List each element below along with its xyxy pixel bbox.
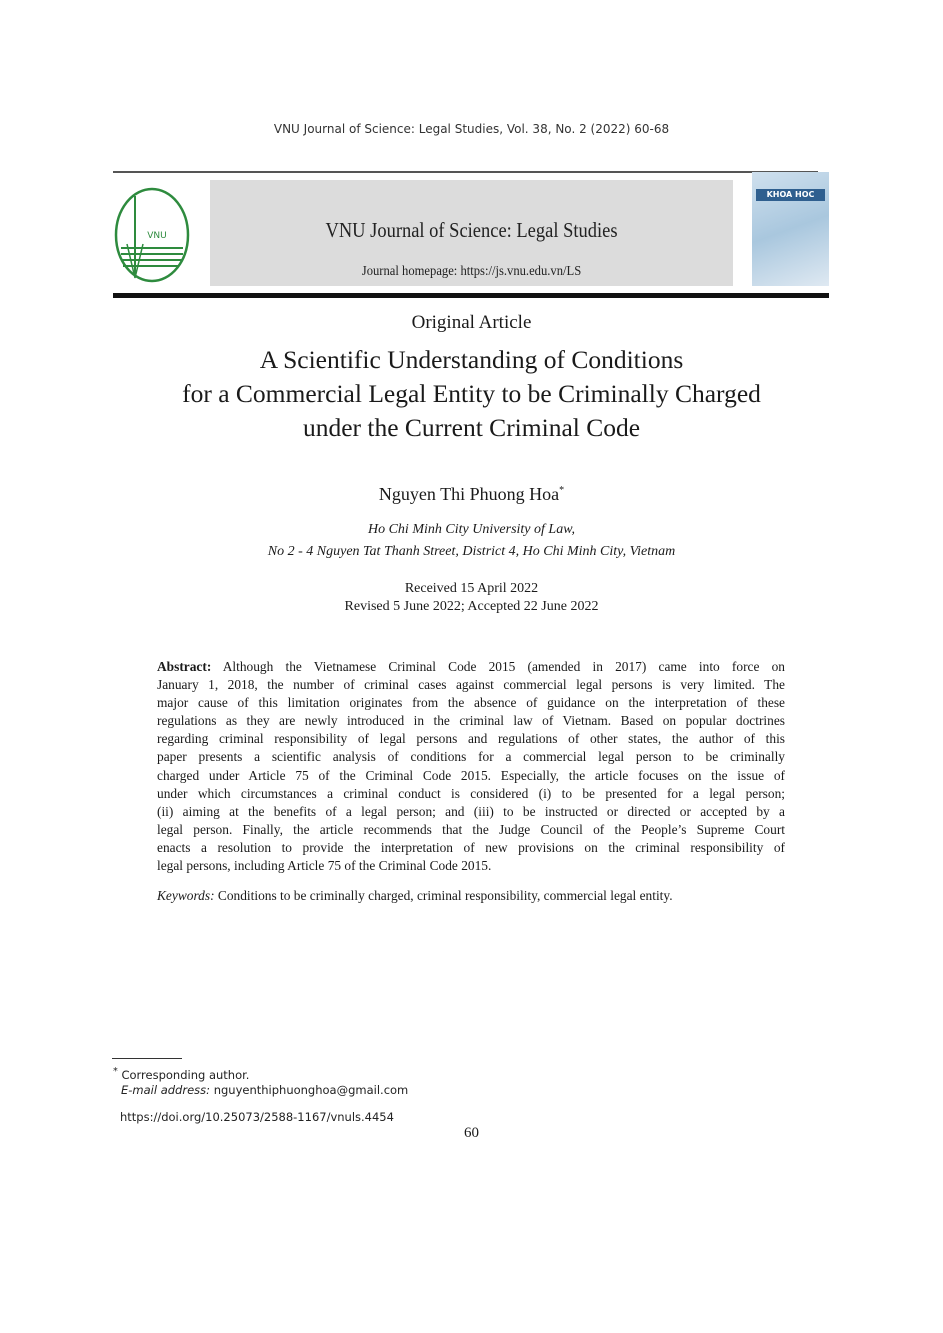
journal-cover-image [752, 172, 829, 286]
footnote-rule [112, 1058, 182, 1059]
abstract-line: regarding criminal responsibility of legal persons and regulations of other states, the author of this [157, 731, 785, 747]
author-mark: * [559, 485, 565, 496]
abstract-label: Abstract: [157, 659, 212, 674]
footnote-email [121, 1083, 408, 1097]
abstract-line: legal persons, including Article 75 of the Criminal Code 2015. [157, 858, 492, 874]
abstract [157, 658, 785, 875]
keywords [157, 888, 673, 904]
author-name: Nguyen Thi Phuong Hoa [378, 484, 560, 504]
keywords-text: Conditions to be criminally charged, criminal responsibility, commercial legal entity. [217, 888, 673, 903]
doi-link[interactable]: https://doi.org/10.25073/2588-1167/vnuls.4454 [120, 1110, 394, 1124]
abstract-line: (ii) aiming at the benefits of a legal person; and (iii) to be instructed or directed or accepted by a [157, 803, 785, 819]
revised-accepted-date: Revised 5 June 2022; Accepted 22 June 2022 [344, 599, 599, 614]
journal-name: VNU Journal of Science: Legal Studies [325, 218, 618, 242]
abstract-line: under which circumstances a criminal conduct is considered (i) to be presented for a legal person; [157, 785, 785, 801]
affiliation-line: No 2 - 4 Nguyen Tat Thanh Street, District 4, Ho Chi Minh City, Vietnam [267, 544, 676, 559]
footnote-corresponding: * Corresponding author. [113, 1066, 250, 1082]
keywords-label: Keywords: [157, 888, 215, 903]
header-thick-rule [113, 293, 829, 298]
abstract-line: legal person. Finally, the article recommends that the Judge Council of the People’s Supreme Court [157, 821, 785, 837]
title-line: for a Commercial Legal Entity to be Criminally Charged [182, 379, 761, 408]
affiliation-line: Ho Chi Minh City University of Law, [367, 522, 575, 537]
cover-title: KHOA HOC [756, 189, 825, 201]
abstract-line: charged under Article 75 of the Criminal Code 2015. Especially, the article focuses on the issue of [157, 767, 785, 783]
article-title [0, 343, 943, 445]
abstract-line: major cause of this limitation originates from the absence of guidance on the interpretation of these [157, 695, 785, 711]
abstract-line: enacts a resolution to provide the interpretation of new provisions on the criminal responsibility of [157, 839, 785, 855]
author [0, 484, 943, 505]
abstract-line: January 1, 2018, the number of criminal cases against commercial legal persons is very limited. The [157, 677, 785, 693]
vnu-logo-icon [113, 186, 191, 284]
received-date: Received 15 April 2022 [404, 581, 539, 596]
page-number: 60 [464, 1125, 479, 1141]
running-header: VNU Journal of Science: Legal Studies, Vol. 38, No. 2 (2022) 60-68 [273, 122, 670, 136]
abstract-line: paper presents a scientific analysis of conditions for a commercial legal person to be criminally [157, 749, 785, 765]
title-line: under the Current Criminal Code [302, 413, 641, 442]
header-rule [113, 171, 818, 173]
article-type: Original Article [411, 312, 532, 333]
svg-text:VNU: VNU [147, 231, 167, 241]
abstract-line: regulations as they are newly introduced in the criminal law of Vietnam. Based on popular doctrines [157, 713, 785, 729]
email-link[interactable]: nguyenthiphuonghoa@gmail.com [213, 1083, 409, 1097]
journal-homepage: Journal homepage: https://js.vnu.edu.vn/LS [361, 264, 582, 279]
title-line: A Scientific Understanding of Conditions [259, 345, 684, 374]
abstract-line: Abstract: Although the Vietnamese Criminal Code 2015 (amended in 2017) came into force on [157, 659, 785, 674]
email-label: E-mail address: [121, 1083, 211, 1097]
